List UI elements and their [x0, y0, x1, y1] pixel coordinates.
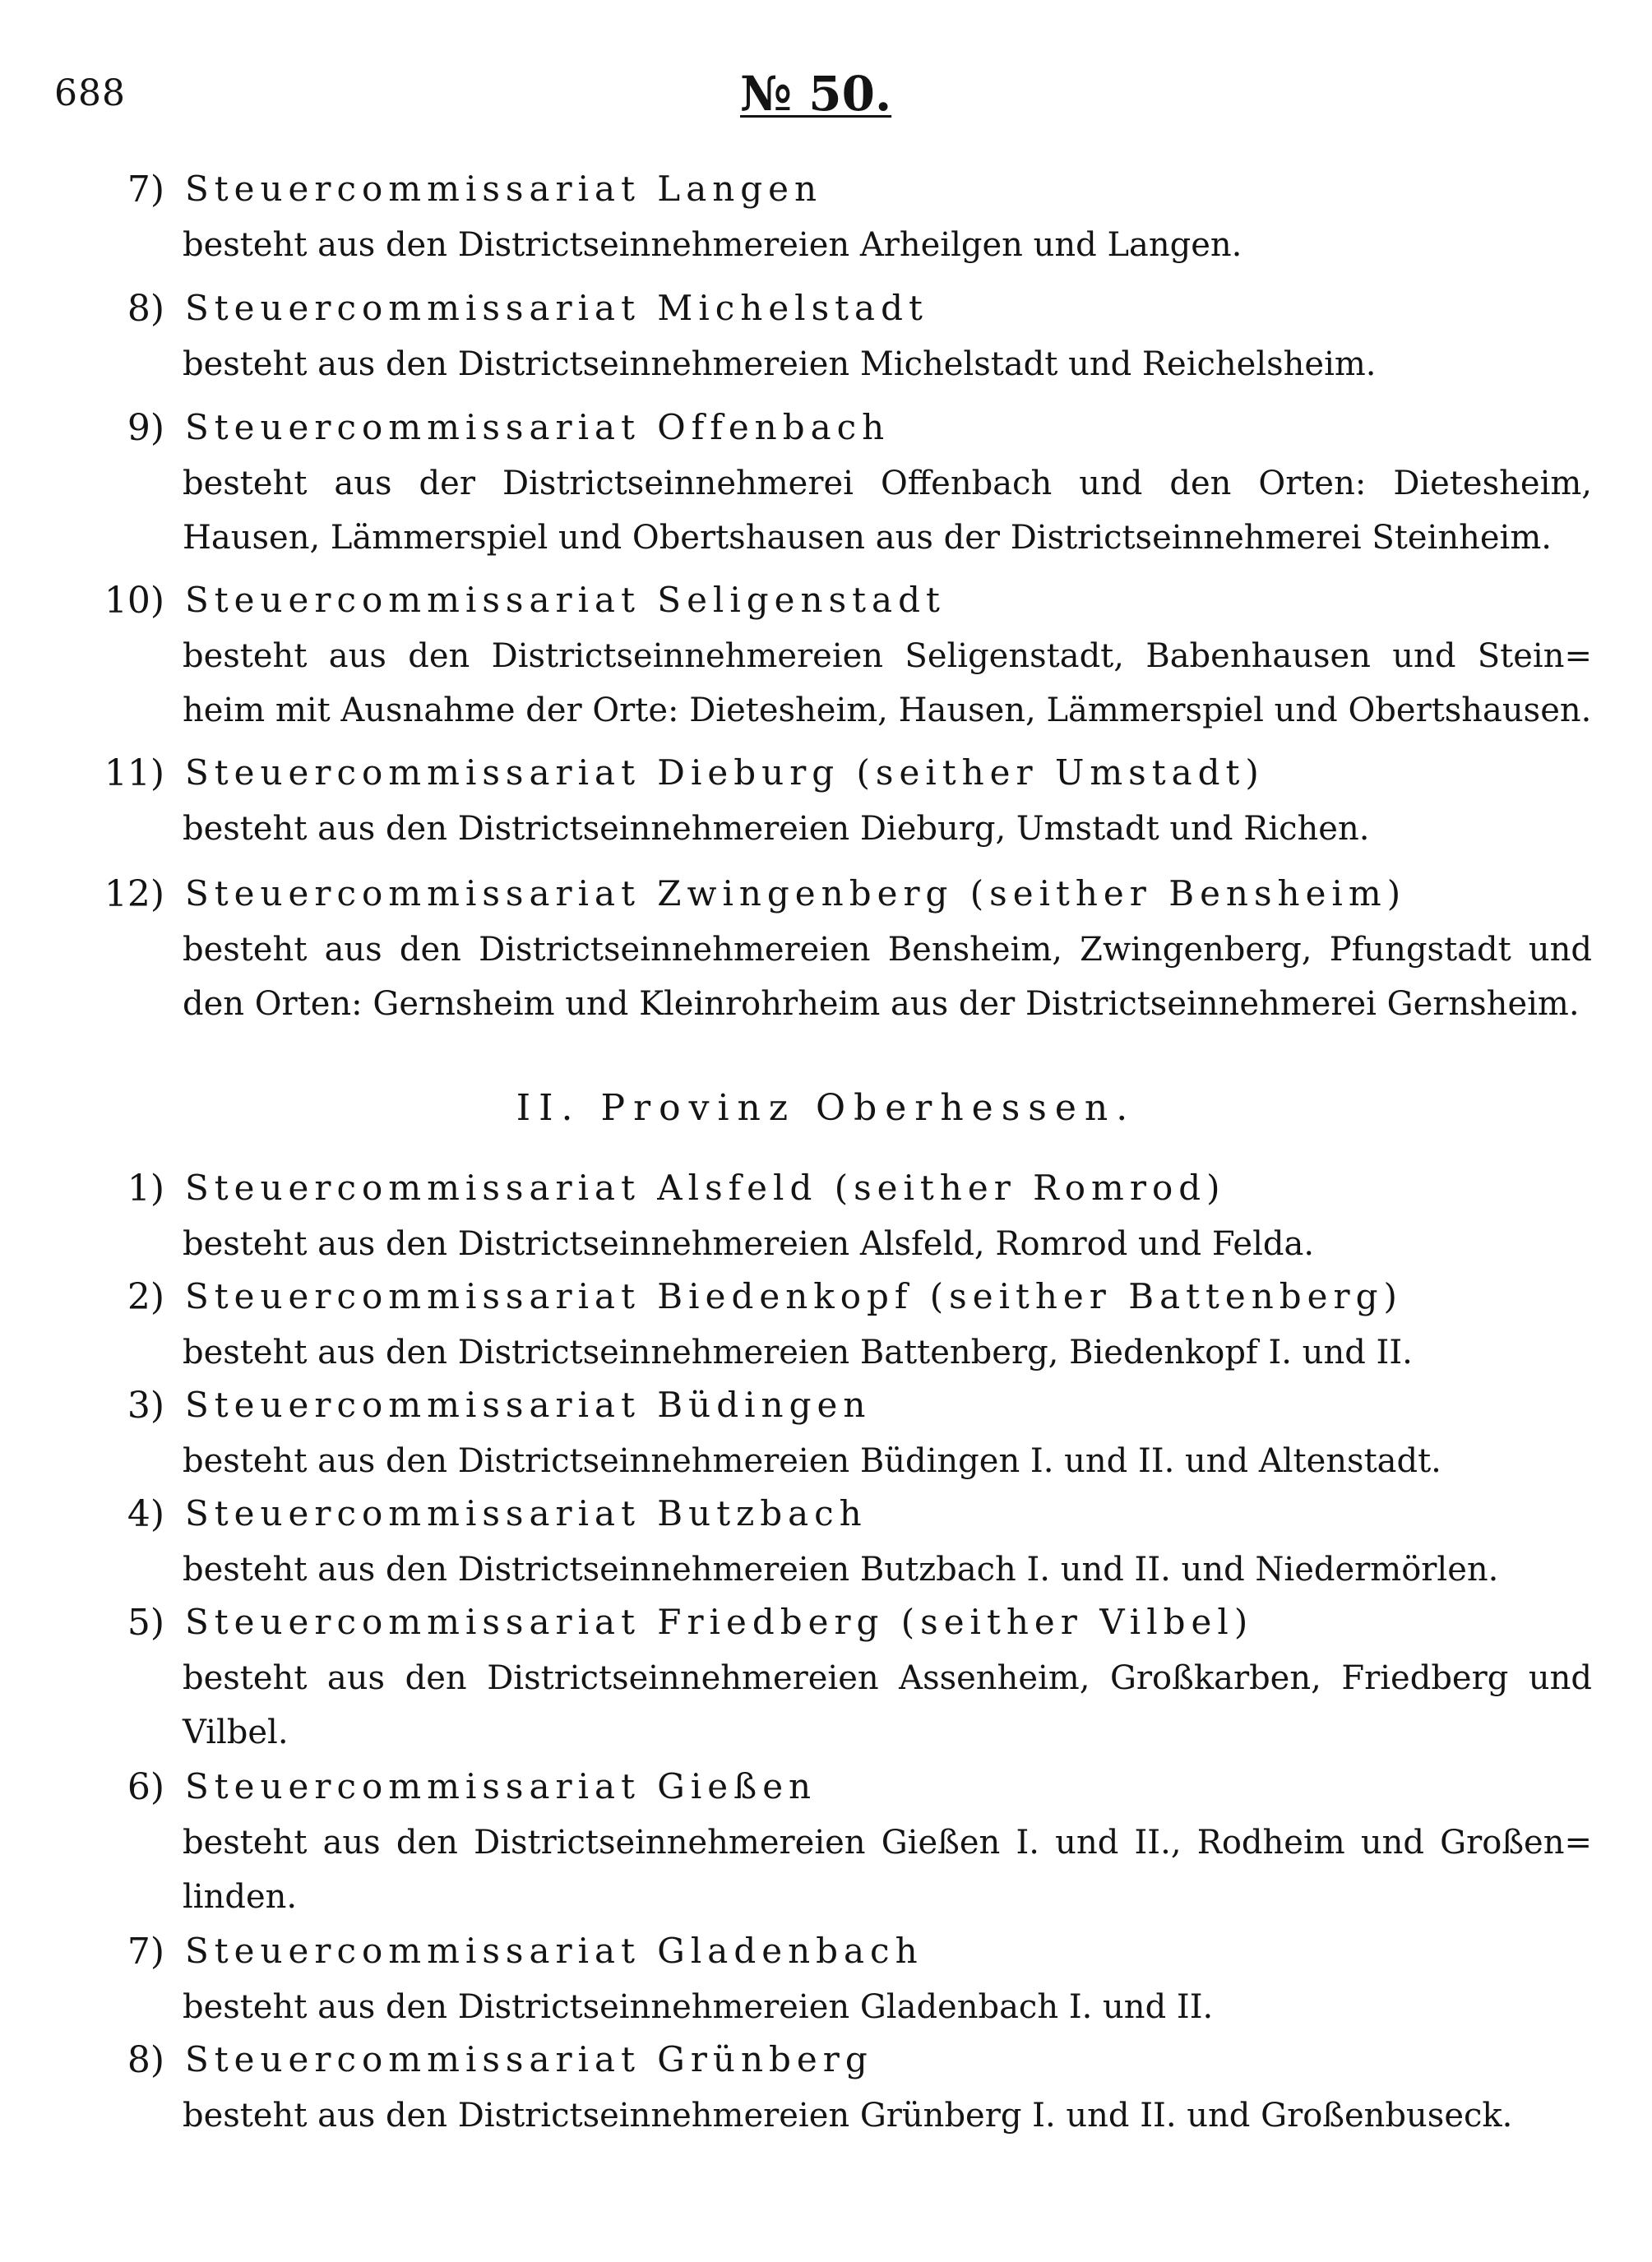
- entry-number: 8): [127, 288, 164, 330]
- entry-body: besteht aus den Districtseinnehmereien Dieburg, Umstadt und Richen.: [183, 810, 1370, 848]
- entry-heading: Steuercommissariat Langen: [185, 169, 823, 209]
- section-title: II. Provinz Oberhessen.: [516, 1087, 1136, 1129]
- entry-body: besteht aus den Districtseinnehmereien Michelstadt und Reichelsheim.: [183, 345, 1377, 383]
- entry-heading: Steuercommissariat Seligenstadt: [185, 580, 946, 620]
- entry-heading: Steuercommissariat Butzbach: [185, 1493, 868, 1533]
- entry-number: 10): [104, 580, 164, 622]
- entry-heading: Steuercommissariat Dieburg (seither Umstadt): [185, 752, 1265, 793]
- entry-heading: Steuercommissariat Biedenkopf (seither Battenberg): [185, 1276, 1403, 1316]
- entry-number: 12): [104, 873, 164, 915]
- entry-number: 1): [127, 1168, 164, 1210]
- entry-heading: Steuercommissariat Gießen: [185, 1766, 817, 1806]
- entry-body: besteht aus den Districtseinnehmereien Butzbach I. und II. und Niedermörlen.: [183, 1551, 1499, 1589]
- entry-heading: Steuercommissariat Büdingen: [185, 1385, 872, 1425]
- entry-number: 9): [127, 407, 164, 449]
- page-number: 688: [54, 72, 126, 114]
- issue-number-text: № 50.: [740, 66, 892, 122]
- entry-body: besteht aus den Districtseinnehmereien Alsfeld, Romrod und Felda.: [183, 1225, 1315, 1263]
- entry-body: besteht aus den Districtseinnehmereien Gladenbach I. und II.: [183, 1988, 1214, 2026]
- entry-number: 4): [127, 1493, 164, 1535]
- entry-body: besteht aus der Districtseinnehmerei Offenbach und den Orten: Dietesheim, Hausen, Lämmerspiel und Obertshausen aus der Districtseinnehmerei Steinheim.: [183, 465, 1592, 557]
- entry-body: besteht aus den Districtseinnehmereien Arheilgen und Langen.: [183, 226, 1242, 264]
- entry-body: besteht aus den Districtseinnehmereien Seligenstadt, Babenhausen und Stein= heim mit Ausnahme der Orte: Dietesheim, Hausen, Lämmerspiel und Obertshausen.: [183, 637, 1592, 729]
- issue-number: [740, 66, 891, 122]
- entry-heading: Steuercommissariat Friedberg (seither Vilbel): [185, 1602, 1254, 1642]
- entry-number: 11): [104, 752, 164, 794]
- entry-body: besteht aus den Districtseinnehmereien Grünberg I. und II. und Großenbuseck.: [183, 2097, 1513, 2135]
- entry-heading: Steuercommissariat Alsfeld (seither Romrod): [185, 1168, 1226, 1208]
- entry-number: 3): [127, 1385, 164, 1427]
- entry-heading: Steuercommissariat Grünberg: [185, 2039, 873, 2079]
- entry-number: 5): [127, 1602, 164, 1644]
- entry-body: besteht aus den Districtseinnehmereien Gießen I. und II., Rodheim und Großen= linden.: [183, 1824, 1592, 1916]
- entry-body: besteht aus den Districtseinnehmereien Assenheim, Großkarben, Friedberg und Vilbel.: [183, 1659, 1592, 1751]
- entry-number: 7): [127, 1931, 164, 1973]
- entry-heading: Steuercommissariat Offenbach: [185, 407, 891, 447]
- entry-number: 6): [127, 1766, 164, 1808]
- entry-heading: Steuercommissariat Gladenbach: [185, 1931, 923, 1971]
- entry-body: besteht aus den Districtseinnehmereien Büdingen I. und II. und Altenstadt.: [183, 1442, 1441, 1480]
- entry-heading: Steuercommissariat Michelstadt: [185, 288, 928, 328]
- entry-heading: Steuercommissariat Zwingenberg (seither Bensheim): [185, 873, 1407, 914]
- entry-body: besteht aus den Districtseinnehmereien Battenberg, Biedenkopf I. und II.: [183, 1334, 1413, 1372]
- entry-number: 2): [127, 1276, 164, 1318]
- entry-number: 7): [127, 169, 164, 210]
- entry-body: besteht aus den Districtseinnehmereien Bensheim, Zwingenberg, Pfungstadt und den Orten: Gernsheim und Kleinrohrheim aus der Districtseinnehmerei Gernsheim.: [183, 931, 1592, 1023]
- entry-number: 8): [127, 2039, 164, 2081]
